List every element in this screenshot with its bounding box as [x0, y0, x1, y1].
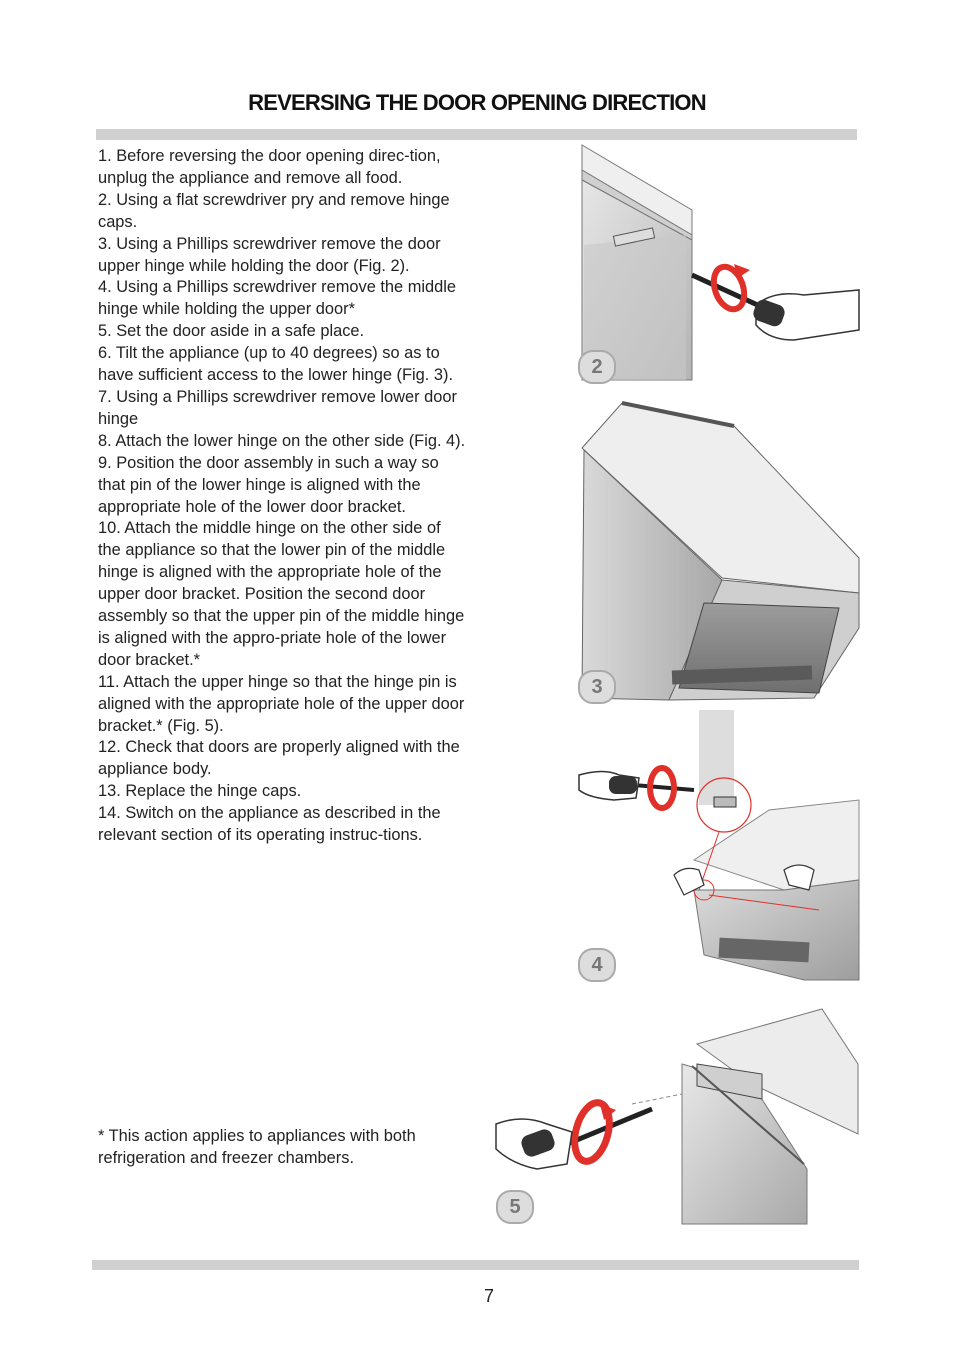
figure-5-label: 5 [496, 1190, 534, 1224]
step-10: 10. Attach the middle hinge on the other side of the appliance so that the lower pin of the middle hinge is aligned with the appropriate hole of the upper door bracket. Position the second door assembly so that the upper pin of the middle hinge is aligned with the appro-priate hole of the lower door bracket.* [98, 519, 465, 669]
figure-5 [492, 1004, 864, 1226]
header-divider [96, 129, 857, 140]
figure-3 [574, 398, 864, 703]
step-1: 1. Before reversing the door opening direc-tion, unplug the appliance and remove all food. [98, 147, 441, 187]
step-14: 14. Switch on the appliance as described in the relevant section of its operating instruc-tions. [98, 804, 441, 845]
step-7: 7. Using a Phillips screwdriver remove lower door hinge [98, 387, 457, 428]
page-number: 7 [483, 1286, 494, 1306]
figure-4 [574, 710, 864, 982]
step-13: 13. Replace the hinge caps. [98, 782, 302, 801]
step-4: 4. Using a Phillips screwdriver remove the middle hinge while holding the upper door* [98, 278, 457, 319]
footer-divider [92, 1260, 859, 1270]
figure-4-label: 4 [578, 948, 616, 982]
tilted-appliance-illustration [574, 398, 864, 703]
step-11: 11. Attach the upper hinge so that the hinge pin is aligned with the appropriate hole of the upper door bracket.* (Fig. 5). [98, 672, 465, 735]
step-6: 6. Tilt the appliance (up to 40 degrees) so as to have sufficient access to the lower hinge (Fig. 3). [98, 344, 454, 385]
instruction-list [98, 146, 466, 847]
footnote: * This action applies to appliances with both refrigeration and freezer chambers. [98, 1127, 416, 1167]
lower-hinge-illustration [574, 710, 864, 982]
step-5: 5. Set the door aside in a safe place. [98, 322, 365, 341]
upper-hinge-illustration [492, 1004, 864, 1226]
step-2: 2. Using a flat screwdriver pry and remove hinge caps. [98, 190, 450, 231]
step-3: 3. Using a Phillips screwdriver remove the door upper hinge while holding the door (Fig. 2). [98, 234, 441, 275]
figure-2 [574, 140, 864, 385]
figure-2-label: 2 [578, 350, 616, 384]
step-9: 9. Position the door assembly in such a way so that pin of the lower hinge is aligned with the appropriate hole of the lower door bracket. [98, 453, 439, 516]
page-title: REVERSING THE DOOR OPENING DIRECTION [248, 90, 706, 115]
step-8: 8. Attach the lower hinge on the other side (Fig. 4). [98, 431, 466, 450]
figure-3-label: 3 [578, 670, 616, 704]
step-12: 12. Check that doors are properly aligned with the appliance body. [98, 738, 460, 779]
screwdriver-upper-hinge-illustration [574, 140, 864, 385]
